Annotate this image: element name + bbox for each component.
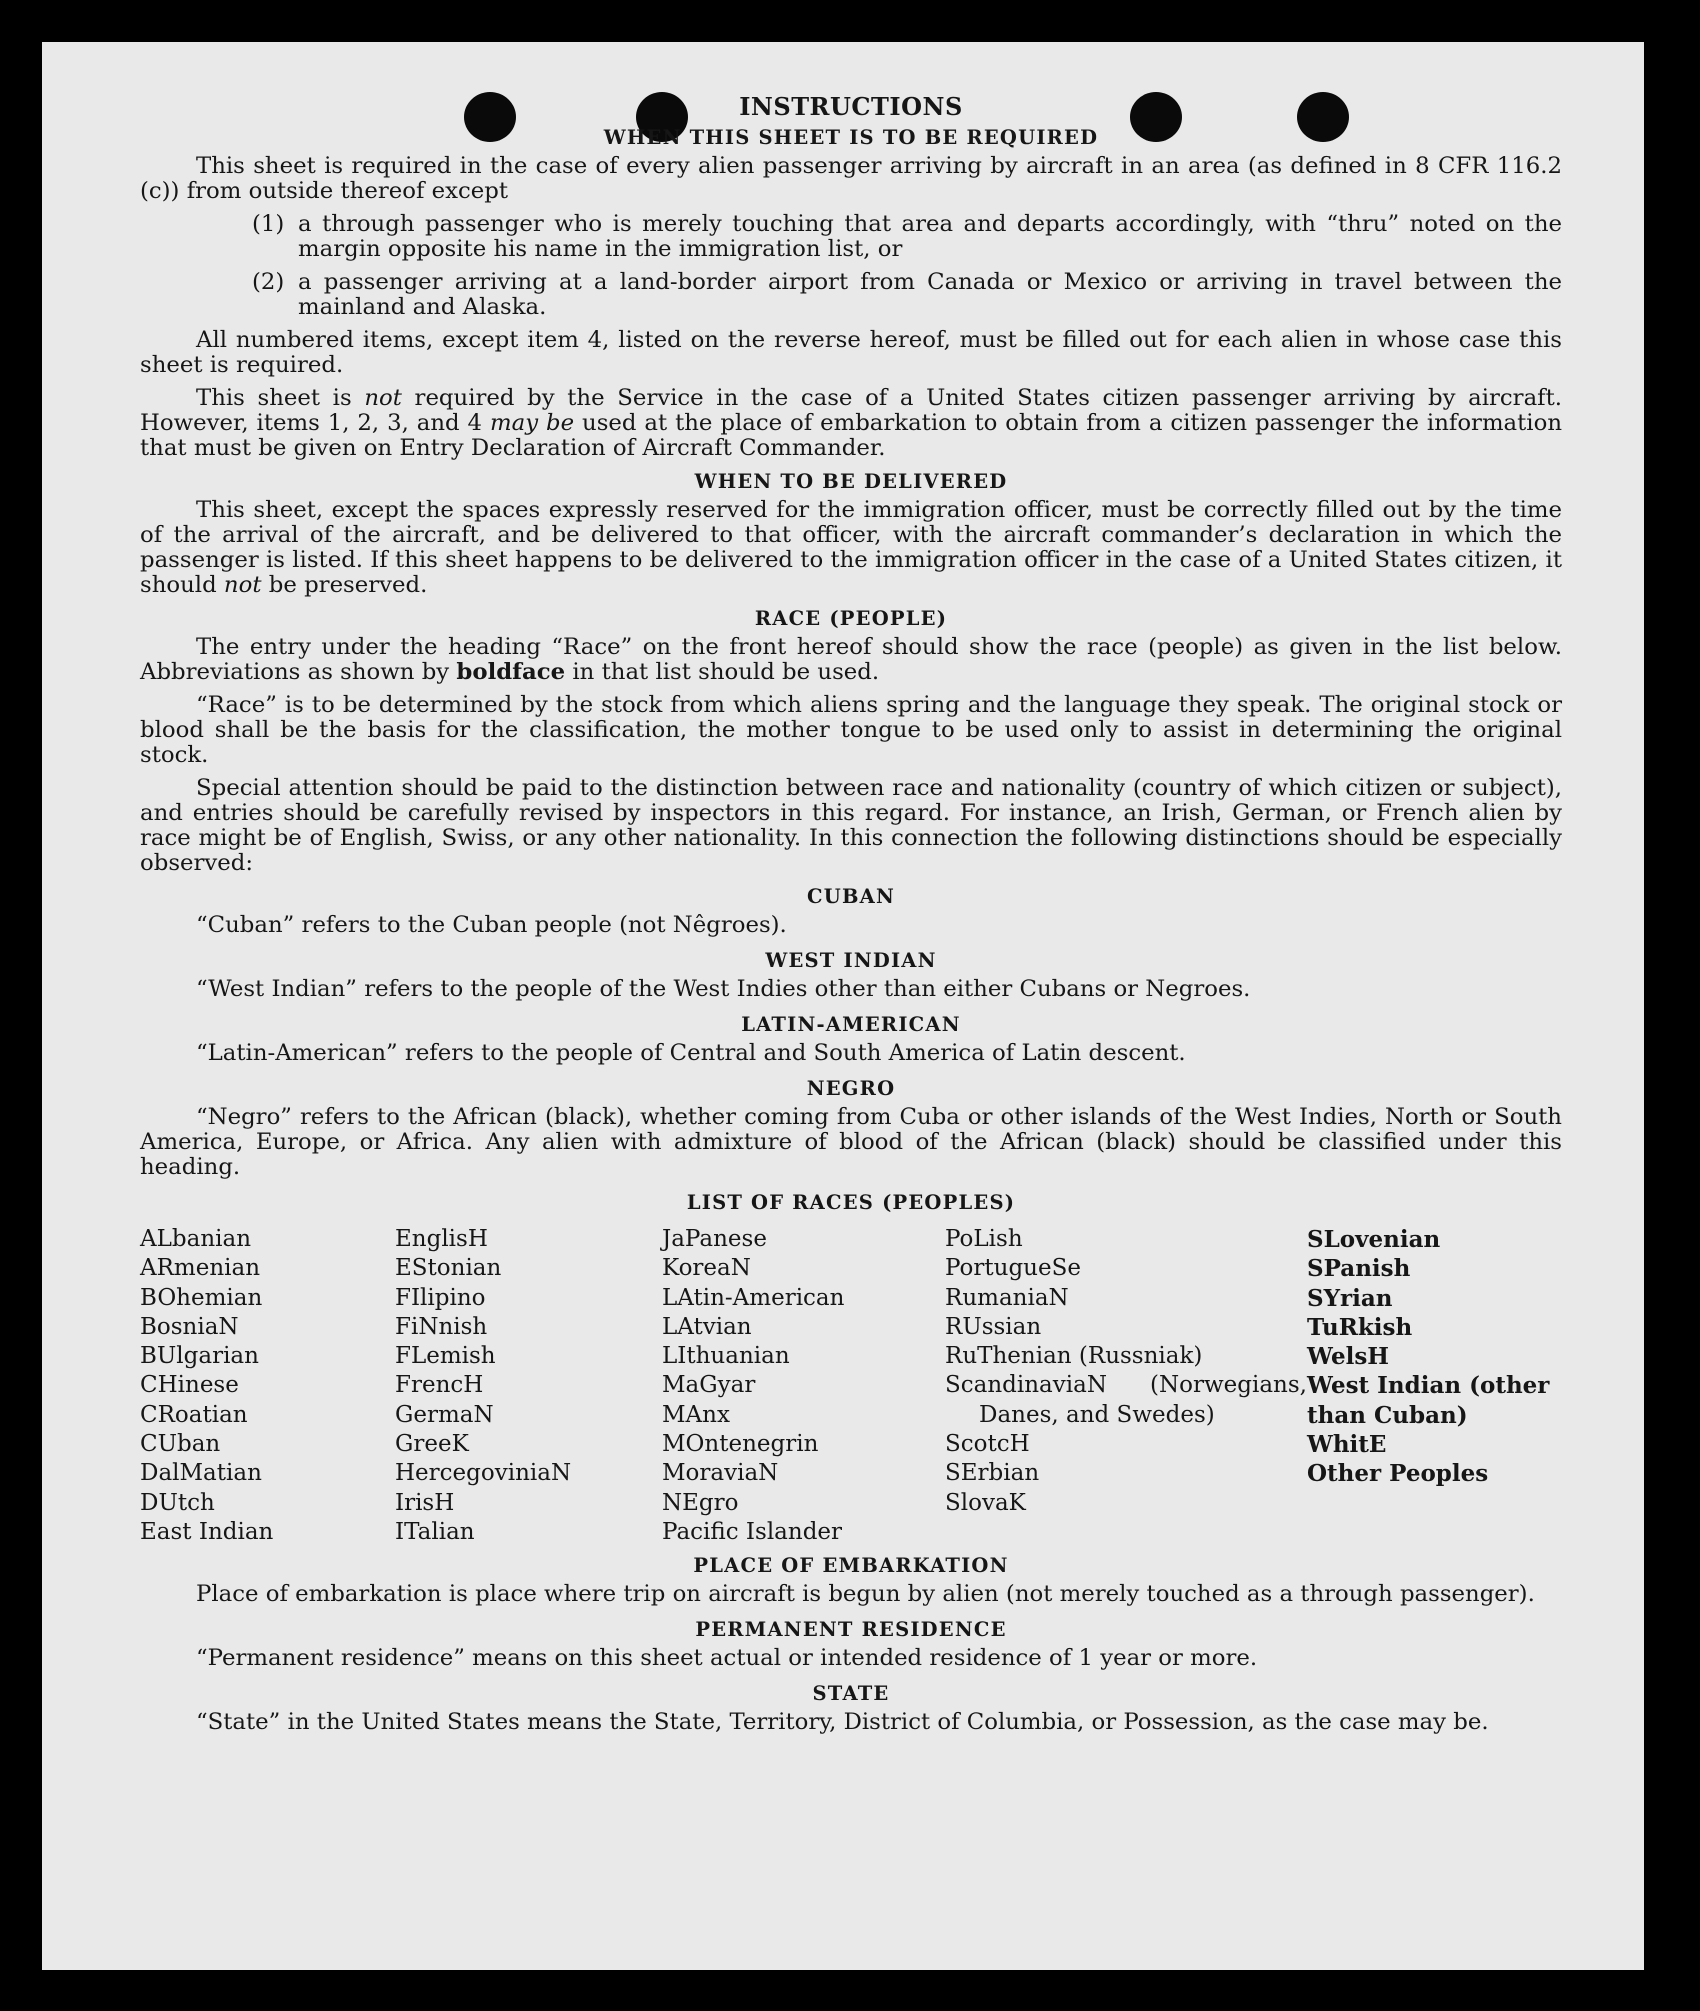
instructions-content [140, 94, 1562, 1745]
race-item: MoraviaN [662, 1460, 779, 1487]
exception-item [252, 270, 1562, 320]
race-item: RumaniaN [945, 1284, 1069, 1311]
race-item: SErbian [945, 1460, 1040, 1487]
race-item: LAtin-American [662, 1284, 845, 1311]
paragraph-citizen-passenger: This sheet is not required by the Service in the case of a United States citizen passenger arriving by aircraft. However, items 1, 2, 3, and 4 may be used at the place of embarkation to obtain from a citizen passenger the information that must be given on Entry Declaration of Aircraft Commander. [140, 385, 1563, 461]
heading-when-delivered: WHEN TO BE DELIVERED [694, 470, 1008, 493]
heading-negro: NEGRO [806, 1077, 896, 1100]
exception-item [252, 212, 1562, 262]
race-item: FIlipino [395, 1284, 486, 1311]
paragraph-numbered-items: All numbered items, except item 4, listed on the reverse hereof, must be filled out for each alien in whose case this sheet is required. [140, 327, 1562, 378]
race-item: FLemish [395, 1343, 496, 1370]
exception-text: a through passenger who is merely touching that area and departs accordingly, with “thru” noted on the margin opposite his name in the immigration list, or [298, 211, 1562, 262]
race-item: KoreaN [662, 1255, 751, 1282]
race-column-5 [1307, 1225, 1562, 1547]
race-item: FrencH [395, 1372, 484, 1399]
race-item: MaGyar [662, 1372, 756, 1399]
page-title: INSTRUCTIONS [739, 92, 963, 121]
definition-negro: “Negro” refers to the African (black), whether coming from Cuba or other islands of the West Indies, North or South America, Europe, or Africa. Any alien with admixture of blood of the African (black) should be classified under this heading. [140, 1104, 1562, 1180]
heading-when-required: WHEN THIS SHEET IS TO BE REQUIRED [603, 126, 1099, 149]
race-item: MAnx [662, 1401, 730, 1428]
paragraph-race-stock: “Race” is to be determined by the stock from which aliens spring and the language they speak. The original stock or blood shall be the basis for the classification, the mother tongue to be used only to assist in determining the original stock. [140, 692, 1562, 768]
heading-latin-american: LATIN-AMERICAN [741, 1013, 961, 1036]
exception-number: (2) [252, 269, 285, 295]
definition-state: “State” in the United States means the State, Territory, District of Columbia, or Possession, as the case may be. [196, 1709, 1489, 1736]
race-item: WelsH [1307, 1343, 1390, 1371]
race-item: West Indian (other than Cuban) [1307, 1372, 1550, 1429]
race-list [140, 1225, 1562, 1547]
race-item: EStonian [395, 1255, 502, 1282]
race-item: LAtvian [662, 1313, 752, 1340]
paragraph-required-intro: This sheet is required in the case of every alien passenger arriving by aircraft in an area (as defined in 8 CFR 116.2 (c)) from outside thereof except [140, 153, 1562, 204]
race-item: CRoatian [140, 1401, 248, 1428]
race-item: PortugueSe [945, 1255, 1081, 1282]
heading-west-indian: WEST INDIAN [765, 949, 937, 972]
race-item: RuThenian (Russniak) [945, 1343, 1203, 1370]
race-item: TuRkish [1307, 1313, 1413, 1341]
race-item: DUtch [140, 1489, 215, 1516]
race-item: BUlgarian [140, 1343, 259, 1370]
race-item: ITalian [395, 1518, 475, 1545]
race-item: East Indian [140, 1518, 274, 1545]
exception-text: a passenger arriving at a land-border airport from Canada or Mexico or arriving in travel between the mainland and Alaska. [298, 269, 1562, 320]
race-item: SLovenian [1307, 1226, 1441, 1253]
heading-cuban: CUBAN [807, 885, 895, 908]
race-item: ScotcH [945, 1431, 1030, 1458]
race-item: Other Peoples [1307, 1460, 1489, 1488]
heading-state: STATE [812, 1682, 890, 1706]
race-item: Pacific Islander [662, 1518, 843, 1545]
definition-embarkation: Place of embarkation is place where trip on aircraft is begun by alien (not merely touched as a through passenger). [196, 1581, 1535, 1608]
race-item: SYrian [1307, 1284, 1393, 1312]
race-column-2 [395, 1225, 662, 1547]
definition-west-indian: “West Indian” refers to the people of the West Indies other than either Cubans or Negroes. [196, 976, 1251, 1002]
race-item: ScandinaviaN (Norwegians, Danes, and Swedes) [945, 1372, 1307, 1428]
race-item: CUban [140, 1431, 221, 1458]
race-item: HercegoviniaN [395, 1460, 572, 1487]
race-column-3 [662, 1225, 945, 1547]
race-item: SPanish [1307, 1255, 1411, 1283]
race-item: BOhemian [140, 1284, 263, 1311]
race-item: GreeK [395, 1431, 469, 1458]
definition-latin-american: “Latin-American” refers to the people of Central and South America of Latin descent. [196, 1040, 1186, 1066]
race-item: ALbanian [140, 1226, 252, 1252]
race-column-4 [945, 1225, 1307, 1547]
race-item: DalMatian [140, 1460, 262, 1487]
race-item: WhitE [1307, 1431, 1387, 1459]
race-item: BosniaN [140, 1313, 239, 1340]
race-item: ARmenian [140, 1255, 261, 1282]
definition-residence: “Permanent residence” means on this sheet actual or intended residence of 1 year or more. [196, 1645, 1258, 1672]
heading-race: RACE (PEOPLE) [754, 607, 948, 630]
heading-list-of-races: LIST OF RACES (PEOPLES) [686, 1191, 1016, 1214]
race-item: FiNnish [395, 1313, 488, 1340]
paragraph-race-entry: The entry under the heading “Race” on the front hereof should show the race (people) as given in the list below. Abbreviations as shown by boldface in that list should be used. [140, 634, 1562, 685]
race-item: EnglisH [395, 1226, 488, 1252]
race-column-1 [140, 1225, 395, 1547]
race-item: IrisH [395, 1489, 455, 1516]
race-item: RUssian [945, 1313, 1042, 1340]
document-sheet [42, 42, 1644, 1970]
paragraph-delivery: This sheet, except the spaces expressly reserved for the immigration officer, must be correctly filled out by the time of the arrival of the aircraft, and be delivered to that officer, with the aircraft commander’s declaration in which the passenger is listed. If this sheet happens to be delivered to the immigration officer in the case of a United States citizen, it should not be preserved. [140, 497, 1562, 598]
race-item: LIthuanian [662, 1343, 790, 1370]
race-item: PoLish [945, 1226, 1023, 1252]
exception-number: (1) [252, 211, 285, 237]
race-item: JaPanese [662, 1226, 767, 1252]
race-item: CHinese [140, 1372, 239, 1399]
definition-cuban: “Cuban” refers to the Cuban people (not Nêgroes). [196, 912, 787, 938]
race-item: NEgro [662, 1489, 739, 1516]
paragraph-race-nationality: Special attention should be paid to the distinction between race and nationality (country of which citizen or subject), and entries should be carefully revised by inspectors in this regard. For instance, an Irish, German, or French alien by race might be of English, Swiss, or any other nationality. In this connection the following distinctions should be especially observed: [140, 775, 1562, 876]
heading-permanent-residence: PERMANENT RESIDENCE [695, 1618, 1007, 1642]
race-item: SlovaK [945, 1489, 1026, 1516]
race-item: MOntenegrin [662, 1431, 819, 1458]
race-item: GermaN [395, 1401, 494, 1428]
heading-place-of-embarkation: PLACE OF EMBARKATION [693, 1554, 1009, 1578]
